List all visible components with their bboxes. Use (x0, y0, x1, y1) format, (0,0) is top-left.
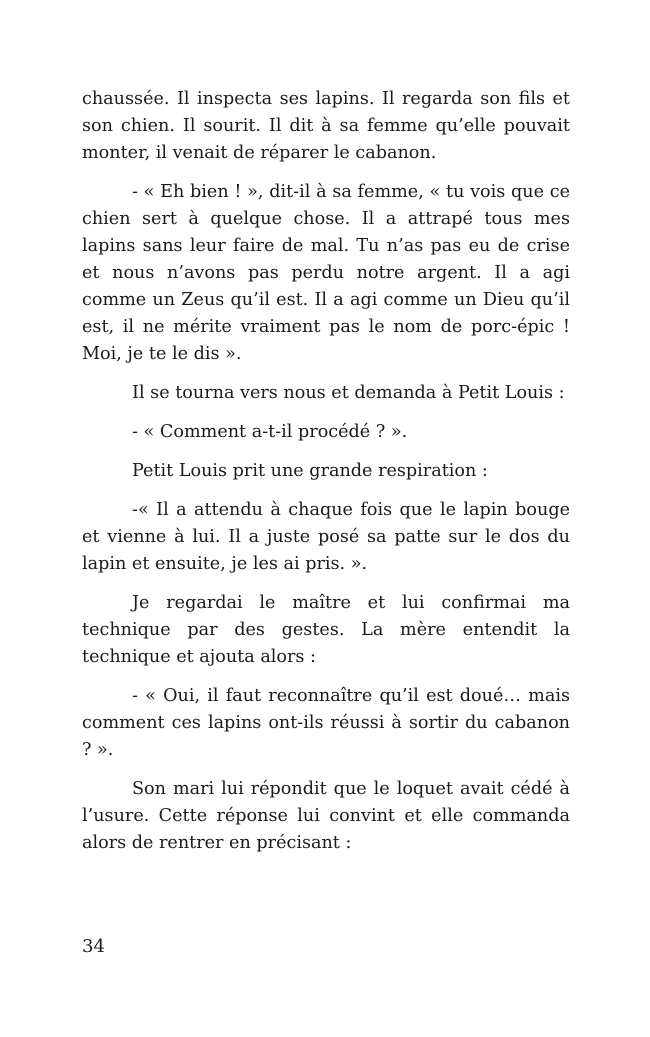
paragraph-dialogue-mother: - « Oui, il faut reconnaître qu’il est doué… mais comment ces lapins ont-ils réussi à sortir du cabanon ? ». (82, 686, 570, 760)
paragraph-narration-gestures: Je regardai le maître et lui confirmai ma technique par des gestes. La mère entendit la technique et ajouta alors : (82, 593, 570, 667)
paragraph-dialogue-question: - « Comment a-t-il procédé ? ». (132, 422, 408, 442)
paragraph-narration-question: Il se tourna vers nous et demanda à Petit Louis : (132, 383, 565, 403)
paragraph-dialogue-answer: -« Il a attendu à chaque fois que le lapin bouge et vienne à lui. Il a juste posé sa patte sur le dos du lapin et ensuite, je les ai pris. ». (82, 500, 570, 574)
paragraph-narration-ending: Son mari lui répondit que le loquet avait cédé à l’usure. Cette réponse lui convint et elle commanda alors de rentrer en précisant : (82, 779, 570, 853)
body-text (82, 86, 570, 869)
page-number: 34 (82, 936, 105, 957)
paragraph-continuation: chaussée. Il inspecta ses lapins. Il regarda son fils et son chien. Il sourit. Il dit à sa femme qu’elle pouvait monter, il venait de réparer le cabanon. (82, 89, 570, 163)
paragraph-dialogue-father: - « Eh bien ! », dit-il à sa femme, « tu vois que ce chien sert à quelque chose. Il a attrapé tous mes lapins sans leur faire de mal. Tu n’as pas eu de crise et nous n’avons pas perdu notre argent. Il a agi comme un Zeus qu’il est. Il a agi comme un Dieu qu’il est, il ne mérite vraiment pas le nom de porc-épic ! Moi, je te le dis ». (82, 182, 570, 364)
paragraph-narration-breath: Petit Louis prit une grande respiration : (132, 461, 488, 481)
